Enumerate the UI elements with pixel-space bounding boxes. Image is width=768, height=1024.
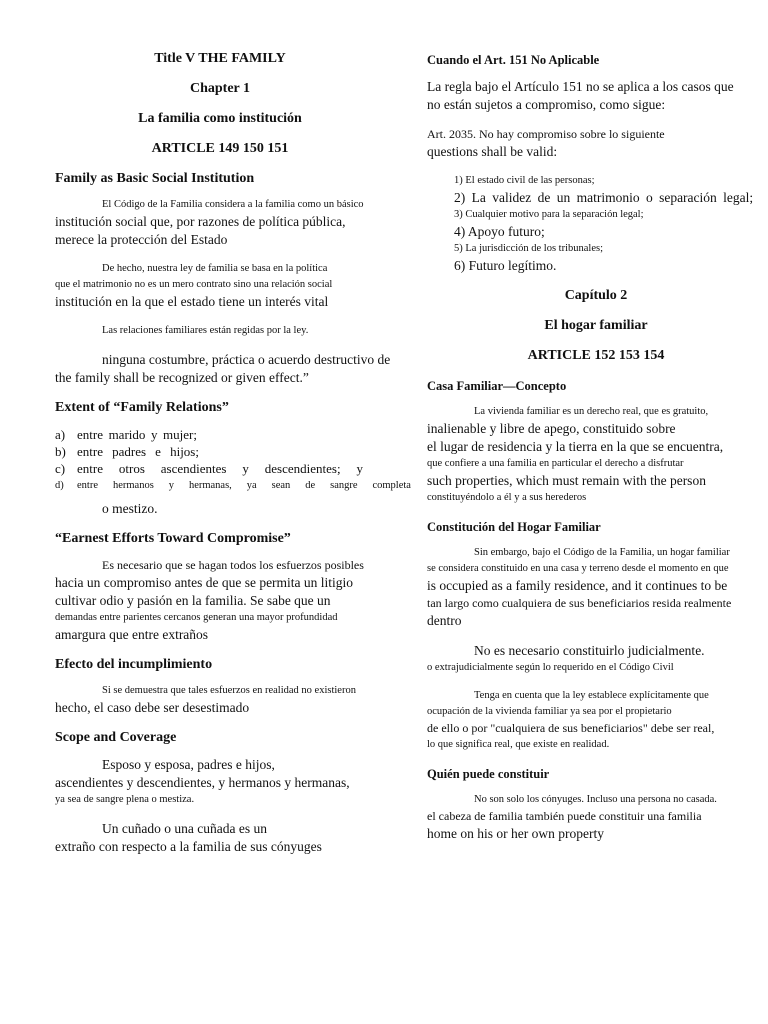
text-line: hacia un compromiso antes de que se permita un litigio <box>55 575 354 590</box>
paragraph <box>427 78 765 114</box>
word: hermanos <box>112 480 154 491</box>
list-marker: c) <box>55 461 66 476</box>
list-item <box>55 443 385 460</box>
text-line: el lugar de residencia y la tierra en la que se encuentra, <box>427 439 724 454</box>
word: ya <box>246 480 257 491</box>
list-item: 2) La validez de un matrimonio o separación legal; <box>454 190 754 205</box>
word: y <box>356 461 363 476</box>
word: mujer; <box>163 427 197 442</box>
exceptions-list <box>427 173 765 275</box>
text-line: ocupación de la vivienda familiar ya sea por el propietario <box>427 706 672 717</box>
word: sangre <box>330 480 358 491</box>
paragraph <box>427 792 765 843</box>
paragraph <box>55 197 385 249</box>
article-heading: ARTICLE 149 150 151 <box>151 141 289 156</box>
text-line: Es necesario que se hagan todos los esfuerzos posibles <box>102 558 364 572</box>
text-line: inalienable y libre de apego, constituido sobre <box>427 421 676 436</box>
text-line: hecho, el caso debe ser desestimado <box>55 700 250 715</box>
chapter-heading: Capítulo 2 <box>564 288 628 303</box>
text-line: La vivienda familiar es un derecho real, que es gratuito, <box>474 406 709 417</box>
list-item: 1) El estado civil de las personas; <box>454 175 595 186</box>
text-line: is occupied as a family residence, and it continues to be <box>427 578 728 593</box>
section-heading: “Earnest Efforts Toward Compromise” <box>55 531 291 546</box>
paragraph <box>55 351 391 387</box>
text-line: el cabeza de familia también puede constituir una familia <box>427 809 702 823</box>
list-marker: a) <box>55 427 66 442</box>
text-line: ninguna costumbre, práctica o acuerdo destructivo de <box>102 352 391 367</box>
text-line: se considera constituido en una casa y terreno desde el momento en que <box>427 563 729 574</box>
text-line: Art. 2035. No hay compromiso sobre lo siguiente <box>427 127 665 141</box>
word: entre <box>77 427 103 442</box>
list-item: 3) Cualquier motivo para la separación legal; <box>454 209 644 220</box>
text-line: que el matrimonio no es un mero contrato sino una relación social <box>55 279 333 290</box>
text-line: institución social que, por razones de política pública, <box>55 214 346 229</box>
word: e <box>155 444 161 459</box>
paragraph <box>427 126 765 161</box>
chapter-subtitle: La familia como institución <box>138 111 302 126</box>
text-line: amargura que entre extraños <box>55 627 209 642</box>
paragraph <box>427 545 765 630</box>
section-heading: Family as Basic Social Institution <box>55 171 255 186</box>
text-line: dentro <box>427 613 462 628</box>
text-line: Sin embargo, bajo el Código de la Familia, un hogar familiar <box>474 547 730 558</box>
section-heading: Cuando el Art. 151 No Aplicable <box>427 53 600 67</box>
list-item: 6) Futuro legítimo. <box>454 258 557 273</box>
text-line: de ello o por "cualquiera de sus beneficiarios" debe ser real, <box>427 721 715 735</box>
word: ascendientes <box>160 461 227 476</box>
text-line: institución en la que el estado tiene un interés vital <box>55 294 329 309</box>
word: y <box>168 480 174 491</box>
word: entre <box>77 480 98 491</box>
text-line: No son solo los cónyuges. Incluso una persona no casada. <box>474 794 717 805</box>
text-line: No es necesario constituirlo judicialmente. <box>474 643 705 658</box>
word: completa <box>372 480 411 491</box>
paragraph <box>427 404 765 506</box>
chapter-subtitle: El hogar familiar <box>544 318 648 333</box>
word: y <box>150 427 158 442</box>
list-item <box>55 460 385 477</box>
section-heading: Efecto del incumplimiento <box>55 657 213 672</box>
word: padres <box>112 444 147 459</box>
text-line: que confiere a una familia en particular el derecho a disfrutar <box>427 458 684 469</box>
text-line: such properties, which must remain with the person <box>427 473 706 488</box>
section-heading: Casa Familiar—Concepto <box>427 379 567 393</box>
text-line: extraño con respecto a la familia de sus cónyuges <box>55 839 322 854</box>
text-line: ya sea de sangre plena o mestiza. <box>55 794 195 805</box>
relations-list <box>55 426 411 494</box>
text-line: Las relaciones familiares están regidas por la ley. <box>102 325 309 336</box>
word: marido <box>108 427 146 442</box>
text-line: tan largo como cualquiera de sus beneficiarios resida realmente <box>427 596 732 610</box>
text-line: questions shall be valid: <box>427 144 558 159</box>
text-line: cultivar odio y pasión en la familia. Se sabe que un <box>55 593 331 608</box>
text-line: El Código de la Familia considera a la familia como un básico <box>102 199 364 210</box>
list-item <box>55 477 411 494</box>
paragraph <box>427 642 765 676</box>
text-line: La regla bajo el Artículo 151 no se aplica a los casos que <box>427 79 734 94</box>
section-heading: Scope and Coverage <box>55 730 177 745</box>
paragraph <box>55 557 385 644</box>
paragraph <box>55 323 385 339</box>
text-line: no están sujetos a compromiso, como sigue: <box>427 97 666 112</box>
section-heading: Constitución del Hogar Familiar <box>427 520 601 534</box>
word: hermanas, <box>188 480 232 491</box>
list-item: 5) La jurisdicción de los tribunales; <box>454 243 604 254</box>
paragraph <box>55 820 385 856</box>
paragraph <box>55 261 385 311</box>
text-line: constituyéndolo a él y a sus herederos <box>427 492 587 503</box>
word: de <box>305 480 316 491</box>
paragraph <box>427 688 765 753</box>
text-line: lo que significa real, que existe en realidad. <box>427 739 610 750</box>
word: sean <box>271 480 291 491</box>
text-line: the family shall be recognized or given effect.” <box>55 370 309 385</box>
list-marker: d) <box>55 480 64 491</box>
word: otros <box>118 461 145 476</box>
word: descendientes; <box>264 461 341 476</box>
paragraph <box>55 683 385 717</box>
text-line: home on his or her own property <box>427 826 604 841</box>
article-heading: ARTICLE 152 153 154 <box>527 348 665 363</box>
document-title: Title V THE FAMILY <box>154 51 286 66</box>
text-line: De hecho, nuestra ley de familia se basa en la política <box>102 263 328 274</box>
text-line: Esposo y esposa, padres e hijos, <box>102 757 275 772</box>
chapter-heading: Chapter 1 <box>189 81 251 96</box>
word: entre <box>77 444 103 459</box>
left-column <box>55 50 411 868</box>
section-heading: Quién puede constituir <box>427 767 550 781</box>
text-line: merece la protección del Estado <box>55 232 228 247</box>
text-line: o mestizo. <box>102 501 158 516</box>
text-line: o extrajudicialmente según lo requerido en el Código Civil <box>427 662 674 673</box>
list-marker: b) <box>55 444 66 459</box>
word: y <box>242 461 249 476</box>
word: entre <box>77 461 103 476</box>
list-item <box>55 426 385 443</box>
text-line: ascendientes y descendientes, y hermanos y hermanas, <box>55 775 350 790</box>
section-heading: Extent of “Family Relations” <box>55 400 229 415</box>
text-line: demandas entre parientes cercanos generan una mayor profundidad <box>55 612 338 623</box>
list-item: 4) Apoyo futuro; <box>454 224 545 239</box>
word: hijos; <box>170 444 199 459</box>
right-column <box>427 50 765 855</box>
list-continuation <box>55 500 385 518</box>
text-line: Si se demuestra que tales esfuerzos en realidad no existieron <box>102 685 356 696</box>
text-line: Un cuñado o una cuñada es un <box>102 821 267 836</box>
paragraph <box>55 756 385 808</box>
text-line: Tenga en cuenta que la ley establece explícitamente que <box>474 690 709 701</box>
